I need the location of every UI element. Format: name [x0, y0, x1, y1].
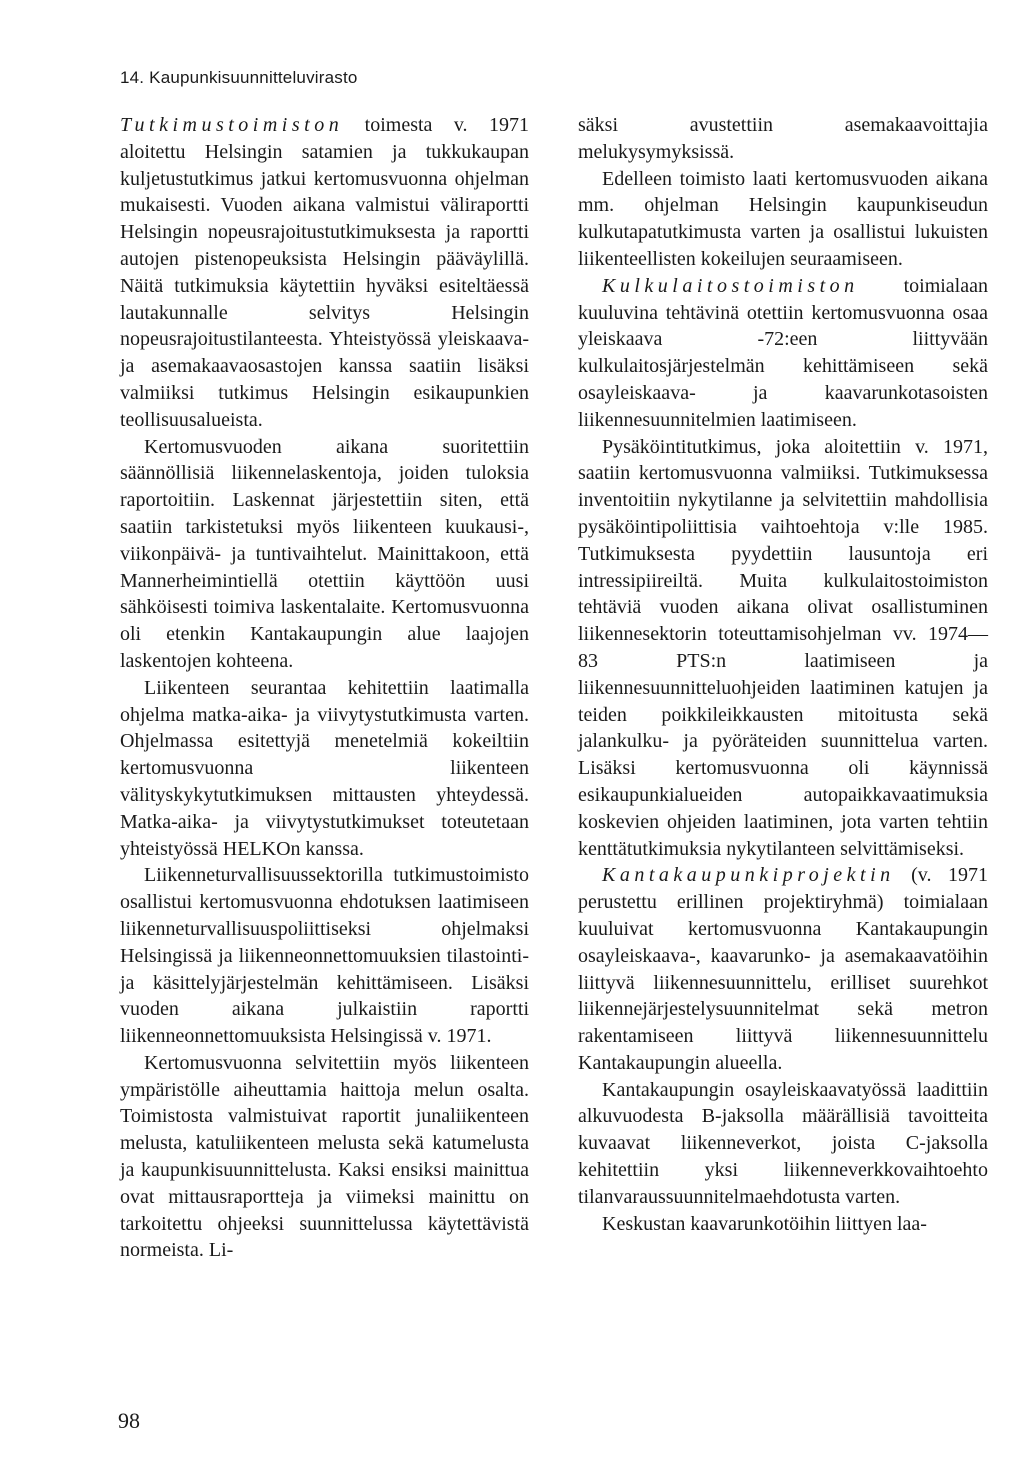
page-header: 14. Kaupunkisuunnitteluvirasto	[120, 68, 358, 87]
paragraph: säksi avustettiin asemakaavoittajia melukysymyksissä.	[578, 114, 988, 163]
paragraph: Liikenteen seurantaa kehitettiin laatimalla ohjelma matka-aika- ja viivytystutkimusta varten. Ohjelmassa esitettyjä menetelmiä kokeiltiin kertomusvuonna liikenteen välityskykytutkimuksen mittausten yhteydessä. Matka-aika- ja viivytystutkimukset toteutetaan yhteistyössä HELKOn kanssa.	[120, 676, 529, 860]
paragraph-text: toimialaan kuuluvina tehtävinä otettiin kertomusvuonna osaa yleiskaava -72:een liittyvään kulkulaitosjärjestelmän kehittämiseen sekä osayleiskaava- ja kaavarunkotasoisten liikennesuunnitelmien laatimiseen.	[578, 274, 988, 431]
paragraph	[120, 112, 529, 434]
page-number: 98	[118, 1408, 140, 1433]
paragraph: Kertomusvuonna selvitettiin myös liikenteen ympäristölle aiheuttamia haittoja melun osalta. Toimistosta valmistuivat raportit junaliikenteen melusta, katuliikenteen melusta sekä katumelusta ja kaupunkisuunnittelusta. Kaksi ensiksi mainittua ovat mittausraportteja ja viimeksi mainittu on tarkoitettu ohjeeksi suunnittelussa käytettävistä normeista. Li-	[120, 1051, 529, 1262]
paragraph: Keskustan kaavarunkotöihin liittyen laa-	[602, 1212, 927, 1235]
paragraph-text: toimesta v. 1971 aloitettu Helsingin satamien ja tukkukaupan kuljetustutkimus jatkui kertomusvuonna ohjelman mukaisesti. Vuoden aikana valmistui väliraportti Helsingin nopeusrajoitustutkimuksesta ja raportti autojen pistenopeuksista Helsingin pääväylillä. Näitä tutkimuksia käytettiin hyväksi esiteltäessä lautakunnalle selvitys Helsingin nopeusrajoitustilanteesta. Yhteistyössä yleiskaava- ja asemakaavaosastojen kanssa saatiin lisäksi valmiiksi tutkimus Helsingin esikaupunkien teollisuusalueista.	[120, 114, 529, 431]
section-heading: Kantakaupunkiprojektin	[602, 864, 895, 887]
paragraph	[578, 273, 988, 434]
section-heading: Kulkulaitostoimiston	[602, 274, 859, 297]
paragraph-text: (v. 1971 perustettu erillinen projektiryhmä) toimialaan kuuluivat kertomusvuonna Kantakaupungin osayleiskaava-, kaavarunko- ja asemakaavatöihin liittyvä liikennesuunnittelu, erilliset suurehkot liikennejärjestelysuunnitelmat sekä metron rakentamiseen liittyvä liikennesuunnittelu Kantakaupungin alueella.	[578, 864, 988, 1074]
section-heading: Tutkimustoimiston	[120, 114, 344, 136]
paragraph: Pysäköintitutkimus, joka aloitettiin v. 1971, saatiin kertomusvuonna valmiiksi. Tutkimuksessa inventoitiin nykytilanne ja selvitettiin mahdollisia pysäköintipoliittisia vaihtoehtoja v:lle 1985. Tutkimuksesta pyydettiin lausuntoja eri intressipiireiltä. Muita kulkulaitostoimiston tehtäviä vuoden aikana olivat osallistuminen liikennesektorin toteuttamisohjelman vv. 1974—83 PTS:n laatimiseen ja liikennesuunnitteluohjeiden laatiminen katujen ja teiden poikkileikkausten mitoitusta sekä jalankulku- ja pyöräteiden suunnittelua varten. Lisäksi kertomusvuonna oli käynnissä esikaupunkialueiden autopaikkavaatimuksia koskevien ohjeiden laatiminen, jota varten tehtiin kenttätutkimuksia nykytilanteen selvittämiseksi.	[578, 435, 988, 860]
paragraph: Kertomusvuoden aikana suoritettiin säännöllisiä liikennelaskentoja, joiden tuloksia raportoitiin. Laskennat järjestettiin siten, että saatiin tarkistetuksi myös liikenteen kuukausi-, viikonpäivä- ja tuntivaihtelut. Mainittakoon, että Mannerheimintiellä otettiin käyttöön uusi sähköisesti toimiva laskentalaite. Kertomusvuonna oli etenkin Kantakaupungin alue laajojen laskentojen kohteena.	[120, 435, 529, 672]
left-column	[120, 112, 529, 1264]
right-column	[578, 112, 988, 1237]
paragraph: Kantakaupungin osayleiskaavatyössä laadittiin alkuvuodesta B-jaksolla määrällisiä tavoitteita kuvaavat liikenneverkot, joista C-jaksolla kehitettiin yksi liikenneverkkovaihtoehto tilanvaraussuunnitelmaehdotusta varten.	[578, 1078, 988, 1208]
paragraph: Edelleen toimisto laati kertomusvuoden aikana mm. ohjelman Helsingin kaupunkiseudun kulkutapatutkimusta varten ja osallistui lukuisten liikenteellisten kokeilujen seuraamiseen.	[578, 167, 988, 270]
paragraph: Liikenneturvallisuussektorilla tutkimustoimisto osallistui kertomusvuonna ehdotuksen laatimiseen liikenneturvallisuuspoliittiseksi ohjelmaksi Helsingissä ja liikenneonnettomuuksien tilastointi- ja käsittelyjärjestelmän kehittämiseen. Lisäksi vuoden aikana julkaistiin raportti liikenneonnettomuuksista Helsingissä v. 1971.	[120, 864, 529, 1048]
paragraph	[578, 862, 988, 1076]
